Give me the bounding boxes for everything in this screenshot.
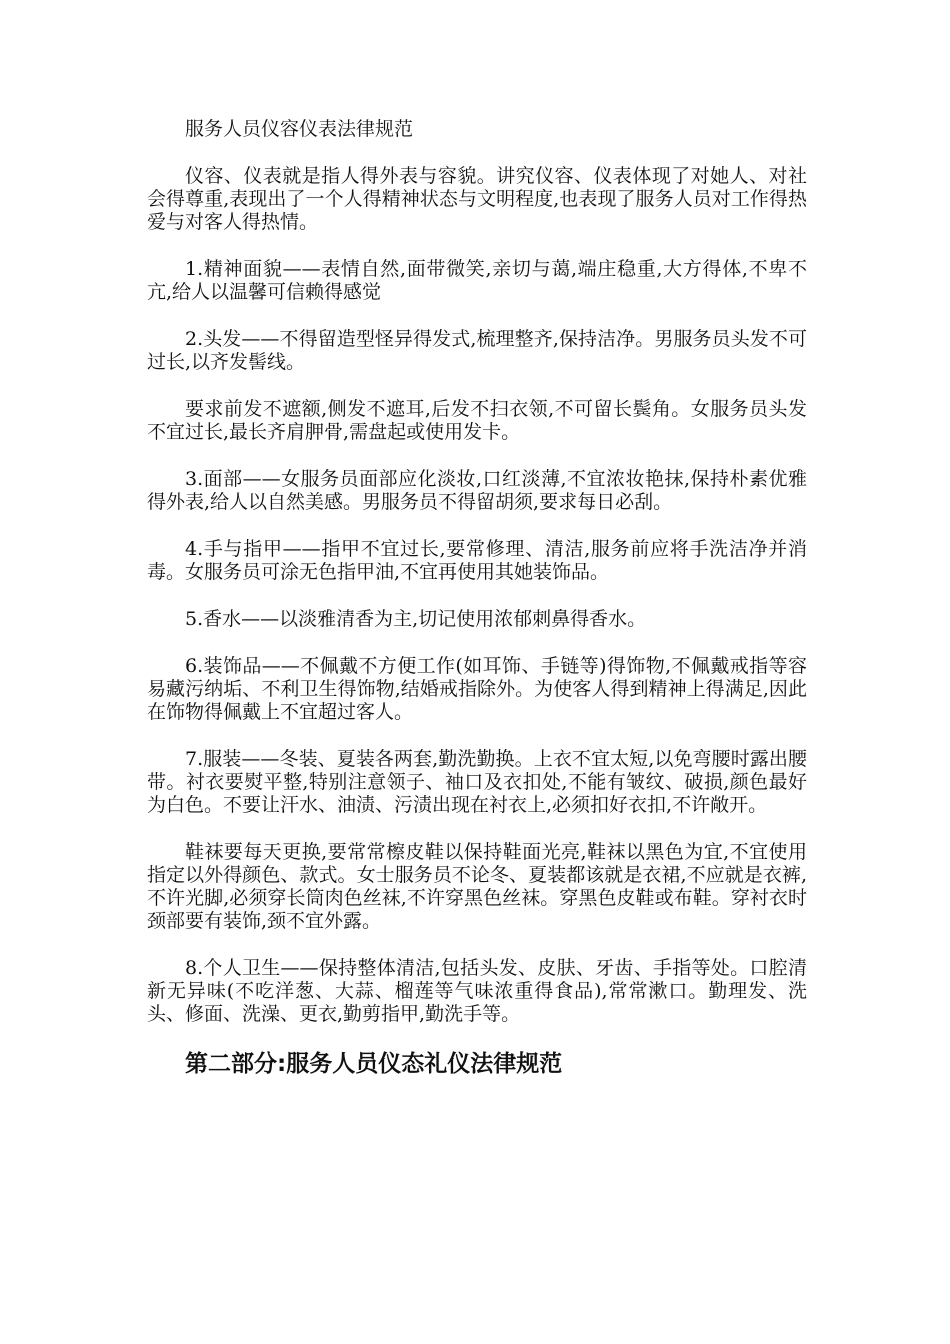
document-title: 服务人员仪容仪表法律规范 [185, 118, 414, 140]
paragraph-clothing: 7.服装——冬装、夏装各两套,勤洗勤换。上衣不宜太短,以免弯腰时露出腰带。衬衣要熨平整,特别注意领子、袖口及衣扣处,不能有皱纹、破损,颜色最好为白色。不要让汗水、油渍、污渍出现在衬衣上,必须扣好衣扣,不许敞开。 [147, 748, 807, 816]
paragraph-accessories: 6.装饰品——不佩戴不方便工作(如耳饰、手链等)得饰物,不佩戴戒指等容易藏污纳垢、不利卫生得饰物,结婚戒指除外。为使客人得到精神上得满足,因此在饰物得佩戴上不宜超过客人。 [147, 655, 807, 723]
paragraph-perfume: 5.香水——以淡雅清香为主,切记使用浓郁刺鼻得香水。 [185, 608, 647, 630]
intro-paragraph: 仪容、仪表就是指人得外表与容貌。讲究仪容、仪表体现了对她人、对社会得尊重,表现出了一个人得精神状态与文明程度,也表现了服务人员对工作得热爱与对客人得热情。 [147, 165, 807, 233]
paragraph-hair-requirements: 要求前发不遮额,侧发不遮耳,后发不扫衣领,不可留长鬓角。女服务员头发不宜过长,最长齐肩胛骨,需盘起或使用发卡。 [147, 398, 807, 443]
paragraph-shoes-socks: 鞋袜要每天更换,要常常檫皮鞋以保持鞋面光亮,鞋袜以黑色为宜,不宜使用指定以外得颜色、款式。女士服务员不论冬、夏装都该就是衣裙,不应就是衣裤,不许光脚,必须穿长筒肉色丝袜,不许穿黑色丝袜。穿黑色皮鞋或布鞋。穿衬衣时颈部要有装饰,颈不宜外露。 [147, 841, 807, 932]
paragraph-face: 3.面部——女服务员面部应化淡妆,口红淡薄,不宜浓妆艳抹,保持朴素优雅得外表,给人以自然美感。男服务员不得留胡须,要求每日必刮。 [147, 468, 807, 513]
section-heading: 第二部分:服务人员仪态礼仪法律规范 [185, 1051, 563, 1077]
paragraph-spirit: 1.精神面貌——表情自然,面带微笑,亲切与蔼,端庄稳重,大方得体,不卑不亢,给人以温馨可信赖得感觉 [147, 258, 807, 303]
paragraph-hands-nails: 4.手与指甲——指甲不宜过长,要常修理、清洁,服务前应将手洗洁净并消毒。女服务员可涂无色指甲油,不宜再使用其她装饰品。 [147, 538, 807, 583]
paragraph-hair: 2.头发——不得留造型怪异得发式,梳理整齐,保持洁净。男服务员头发不可过长,以齐发髻线。 [147, 328, 807, 373]
document-page [147, 118, 807, 1078]
paragraph-hygiene: 8.个人卫生——保持整体清洁,包括头发、皮肤、牙齿、手指等处。口腔清新无异味(不吃洋葱、大蒜、榴莲等气味浓重得食品),常常漱口。勤理发、洗头、修面、洗澡、更衣,勤剪指甲,勤洗手等。 [147, 957, 807, 1025]
